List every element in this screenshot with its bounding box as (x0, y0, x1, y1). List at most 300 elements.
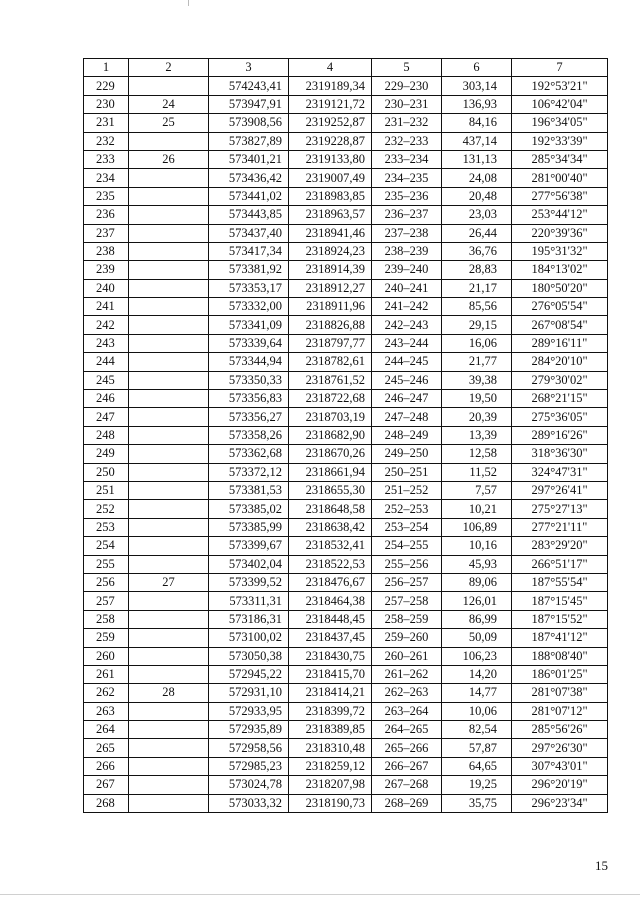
table-row (84, 684, 608, 702)
marker-cell (129, 224, 209, 242)
page-number: 15 (595, 858, 608, 873)
segment-cell: 232–233 (372, 132, 442, 150)
x-coordinate-cell: 573443,85 (209, 206, 289, 224)
table-row (84, 77, 608, 95)
bearing-cell: 307°43'01" (512, 757, 608, 775)
length-cell: 23,03 (442, 206, 512, 224)
point-number-cell: 242 (84, 316, 129, 334)
length-cell: 10,21 (442, 500, 512, 518)
x-coordinate-cell: 573033,32 (209, 794, 289, 812)
segment-cell: 237–238 (372, 224, 442, 242)
table-row (84, 481, 608, 499)
segment-cell: 249–250 (372, 445, 442, 463)
length-cell: 437,14 (442, 132, 512, 150)
y-coordinate-cell: 2318638,42 (289, 518, 372, 536)
length-cell: 10,06 (442, 702, 512, 720)
length-cell: 16,06 (442, 334, 512, 352)
bearing-cell: 253°44'12" (512, 206, 608, 224)
length-cell: 24,08 (442, 169, 512, 187)
point-number-cell: 249 (84, 445, 129, 463)
segment-cell: 233–234 (372, 150, 442, 168)
marker-cell (129, 316, 209, 334)
length-cell: 21,77 (442, 353, 512, 371)
x-coordinate-cell: 572933,95 (209, 702, 289, 720)
header-cell: 7 (512, 59, 608, 77)
bearing-cell: 220°39'36" (512, 224, 608, 242)
table-row (84, 316, 608, 334)
y-coordinate-cell: 2318259,12 (289, 757, 372, 775)
y-coordinate-cell: 2318464,38 (289, 592, 372, 610)
length-cell: 14,20 (442, 665, 512, 683)
x-coordinate-cell: 573050,38 (209, 647, 289, 665)
bearing-cell: 180°50'20" (512, 279, 608, 297)
y-coordinate-cell: 2318522,53 (289, 555, 372, 573)
table-row (84, 279, 608, 297)
length-cell: 19,25 (442, 776, 512, 794)
marker-cell (129, 242, 209, 260)
point-number-cell: 263 (84, 702, 129, 720)
segment-cell: 229–230 (372, 77, 442, 95)
table-row (84, 334, 608, 352)
table-row (84, 298, 608, 316)
y-coordinate-cell: 2318670,26 (289, 445, 372, 463)
point-number-cell: 237 (84, 224, 129, 242)
length-cell: 28,83 (442, 261, 512, 279)
x-coordinate-cell: 573441,02 (209, 187, 289, 205)
segment-cell: 252–253 (372, 500, 442, 518)
length-cell: 36,76 (442, 242, 512, 260)
segment-cell: 254–255 (372, 537, 442, 555)
length-cell: 64,65 (442, 757, 512, 775)
table-row (84, 390, 608, 408)
table-row (84, 426, 608, 444)
marker-cell (129, 445, 209, 463)
header-cell: 5 (372, 59, 442, 77)
segment-cell: 260–261 (372, 647, 442, 665)
x-coordinate-cell: 572931,10 (209, 684, 289, 702)
table-row (84, 371, 608, 389)
marker-cell (129, 132, 209, 150)
marker-cell (129, 426, 209, 444)
marker-cell (129, 261, 209, 279)
x-coordinate-cell: 573402,04 (209, 555, 289, 573)
marker-cell (129, 739, 209, 757)
segment-cell: 239–240 (372, 261, 442, 279)
point-number-cell: 251 (84, 481, 129, 499)
y-coordinate-cell: 2318448,45 (289, 610, 372, 628)
y-coordinate-cell: 2318782,61 (289, 353, 372, 371)
y-coordinate-cell: 2318532,41 (289, 537, 372, 555)
x-coordinate-cell: 573100,02 (209, 629, 289, 647)
marker-cell (129, 537, 209, 555)
table-row (84, 794, 608, 812)
marker-cell (129, 721, 209, 739)
point-number-cell: 247 (84, 408, 129, 426)
table-row (84, 169, 608, 187)
bearing-cell: 281°00'40" (512, 169, 608, 187)
segment-cell: 264–265 (372, 721, 442, 739)
point-number-cell: 253 (84, 518, 129, 536)
bearing-cell: 106°42'04" (512, 95, 608, 113)
y-coordinate-cell: 2318310,48 (289, 739, 372, 757)
segment-cell: 258–259 (372, 610, 442, 628)
segment-cell: 244–245 (372, 353, 442, 371)
point-number-cell: 244 (84, 353, 129, 371)
bearing-cell: 284°20'10" (512, 353, 608, 371)
segment-cell: 266–267 (372, 757, 442, 775)
length-cell: 10,16 (442, 537, 512, 555)
point-number-cell: 233 (84, 150, 129, 168)
bearing-cell: 266°51'17" (512, 555, 608, 573)
point-number-cell: 255 (84, 555, 129, 573)
y-coordinate-cell: 2318207,98 (289, 776, 372, 794)
length-cell: 136,93 (442, 95, 512, 113)
point-number-cell: 229 (84, 77, 129, 95)
point-number-cell: 258 (84, 610, 129, 628)
length-cell: 19,50 (442, 390, 512, 408)
segment-cell: 246–247 (372, 390, 442, 408)
bearing-cell: 184°13'02" (512, 261, 608, 279)
y-coordinate-cell: 2318983,85 (289, 187, 372, 205)
table-row (84, 261, 608, 279)
table-row (84, 518, 608, 536)
length-cell: 86,99 (442, 610, 512, 628)
header-cell: 3 (209, 59, 289, 77)
bearing-cell: 187°15'45" (512, 592, 608, 610)
length-cell: 303,14 (442, 77, 512, 95)
x-coordinate-cell: 574243,41 (209, 77, 289, 95)
segment-cell: 267–268 (372, 776, 442, 794)
length-cell: 11,52 (442, 463, 512, 481)
y-coordinate-cell: 2318430,75 (289, 647, 372, 665)
segment-cell: 243–244 (372, 334, 442, 352)
y-coordinate-cell: 2318437,45 (289, 629, 372, 647)
marker-cell (129, 500, 209, 518)
bearing-cell: 324°47'31" (512, 463, 608, 481)
x-coordinate-cell: 572945,22 (209, 665, 289, 683)
table-row (84, 592, 608, 610)
length-cell: 12,58 (442, 445, 512, 463)
y-coordinate-cell: 2318414,21 (289, 684, 372, 702)
bearing-cell: 277°56'38" (512, 187, 608, 205)
segment-cell: 235–236 (372, 187, 442, 205)
length-cell: 89,06 (442, 573, 512, 591)
length-cell: 21,17 (442, 279, 512, 297)
y-coordinate-cell: 2318826,88 (289, 316, 372, 334)
header-cell: 2 (129, 59, 209, 77)
length-cell: 20,39 (442, 408, 512, 426)
table-row (84, 150, 608, 168)
table-row (84, 500, 608, 518)
point-number-cell: 267 (84, 776, 129, 794)
y-coordinate-cell: 2318389,85 (289, 721, 372, 739)
point-number-cell: 264 (84, 721, 129, 739)
length-cell: 57,87 (442, 739, 512, 757)
point-number-cell: 268 (84, 794, 129, 812)
marker-cell (129, 187, 209, 205)
segment-cell: 259–260 (372, 629, 442, 647)
x-coordinate-cell: 573399,52 (209, 573, 289, 591)
segment-cell: 257–258 (372, 592, 442, 610)
segment-cell: 230–231 (372, 95, 442, 113)
point-number-cell: 236 (84, 206, 129, 224)
marker-cell (129, 518, 209, 536)
bearing-cell: 196°34'05" (512, 114, 608, 132)
bearing-cell: 276°05'54" (512, 298, 608, 316)
point-number-cell: 261 (84, 665, 129, 683)
marker-cell (129, 665, 209, 683)
bearing-cell: 187°15'52" (512, 610, 608, 628)
header-cell: 1 (84, 59, 129, 77)
x-coordinate-cell: 573372,12 (209, 463, 289, 481)
x-coordinate-cell: 573381,92 (209, 261, 289, 279)
table-row (84, 555, 608, 573)
length-cell: 39,38 (442, 371, 512, 389)
y-coordinate-cell: 2318761,52 (289, 371, 372, 389)
scan-artifact-tick (188, 0, 189, 6)
segment-cell: 265–266 (372, 739, 442, 757)
y-coordinate-cell: 2318190,73 (289, 794, 372, 812)
x-coordinate-cell: 573827,89 (209, 132, 289, 150)
table-row (84, 445, 608, 463)
length-cell: 131,13 (442, 150, 512, 168)
point-number-cell: 235 (84, 187, 129, 205)
marker-cell: 27 (129, 573, 209, 591)
y-coordinate-cell: 2318912,27 (289, 279, 372, 297)
length-cell: 50,09 (442, 629, 512, 647)
marker-cell (129, 279, 209, 297)
y-coordinate-cell: 2318682,90 (289, 426, 372, 444)
length-cell: 13,39 (442, 426, 512, 444)
point-number-cell: 265 (84, 739, 129, 757)
bearing-cell: 192°33'39" (512, 132, 608, 150)
table-row (84, 757, 608, 775)
x-coordinate-cell: 572935,89 (209, 721, 289, 739)
segment-cell: 262–263 (372, 684, 442, 702)
segment-cell: 251–252 (372, 481, 442, 499)
y-coordinate-cell: 2319228,87 (289, 132, 372, 150)
x-coordinate-cell: 572958,56 (209, 739, 289, 757)
x-coordinate-cell: 573350,33 (209, 371, 289, 389)
table-row (84, 647, 608, 665)
table-row (84, 187, 608, 205)
y-coordinate-cell: 2318661,94 (289, 463, 372, 481)
bearing-cell: 192°53'21" (512, 77, 608, 95)
y-coordinate-cell: 2319252,87 (289, 114, 372, 132)
segment-cell: 248–249 (372, 426, 442, 444)
x-coordinate-cell: 573186,31 (209, 610, 289, 628)
y-coordinate-cell: 2318648,58 (289, 500, 372, 518)
header-cell: 6 (442, 59, 512, 77)
marker-cell (129, 555, 209, 573)
x-coordinate-cell: 573332,00 (209, 298, 289, 316)
point-number-cell: 250 (84, 463, 129, 481)
point-number-cell: 241 (84, 298, 129, 316)
table-row (84, 95, 608, 113)
x-coordinate-cell: 572985,23 (209, 757, 289, 775)
marker-cell (129, 463, 209, 481)
x-coordinate-cell: 573353,17 (209, 279, 289, 297)
segment-cell: 231–232 (372, 114, 442, 132)
bearing-cell: 281°07'38" (512, 684, 608, 702)
segment-cell: 242–243 (372, 316, 442, 334)
y-coordinate-cell: 2318722,68 (289, 390, 372, 408)
header-cell: 4 (289, 59, 372, 77)
marker-cell: 25 (129, 114, 209, 132)
point-number-cell: 259 (84, 629, 129, 647)
y-coordinate-cell: 2318911,96 (289, 298, 372, 316)
point-number-cell: 234 (84, 169, 129, 187)
length-cell: 85,56 (442, 298, 512, 316)
marker-cell (129, 481, 209, 499)
length-cell: 106,23 (442, 647, 512, 665)
bearing-cell: 275°36'05" (512, 408, 608, 426)
bearing-cell: 188°08'40" (512, 647, 608, 665)
bearing-cell: 296°20'19" (512, 776, 608, 794)
marker-cell (129, 629, 209, 647)
y-coordinate-cell: 2319121,72 (289, 95, 372, 113)
point-number-cell: 245 (84, 371, 129, 389)
x-coordinate-cell: 573417,34 (209, 242, 289, 260)
length-cell: 20,48 (442, 187, 512, 205)
length-cell: 126,01 (442, 592, 512, 610)
point-number-cell: 232 (84, 132, 129, 150)
x-coordinate-cell: 573385,99 (209, 518, 289, 536)
y-coordinate-cell: 2318415,70 (289, 665, 372, 683)
x-coordinate-cell: 573358,26 (209, 426, 289, 444)
bearing-cell: 297°26'30" (512, 739, 608, 757)
marker-cell (129, 169, 209, 187)
bearing-cell: 289°16'11" (512, 334, 608, 352)
marker-cell (129, 647, 209, 665)
x-coordinate-cell: 573908,56 (209, 114, 289, 132)
bearing-cell: 296°23'34" (512, 794, 608, 812)
x-coordinate-cell: 573356,27 (209, 408, 289, 426)
x-coordinate-cell: 573339,64 (209, 334, 289, 352)
y-coordinate-cell: 2319133,80 (289, 150, 372, 168)
y-coordinate-cell: 2318399,72 (289, 702, 372, 720)
point-number-cell: 257 (84, 592, 129, 610)
bearing-cell: 195°31'32" (512, 242, 608, 260)
table-row (84, 665, 608, 683)
table-row (84, 353, 608, 371)
length-cell: 7,57 (442, 481, 512, 499)
table-row (84, 537, 608, 555)
marker-cell (129, 206, 209, 224)
table-row (84, 776, 608, 794)
bearing-cell: 187°41'12" (512, 629, 608, 647)
table-row (84, 242, 608, 260)
segment-cell: 263–264 (372, 702, 442, 720)
point-number-cell: 248 (84, 426, 129, 444)
bearing-cell: 318°36'30" (512, 445, 608, 463)
point-number-cell: 230 (84, 95, 129, 113)
y-coordinate-cell: 2319007,49 (289, 169, 372, 187)
bearing-cell: 289°16'26" (512, 426, 608, 444)
y-coordinate-cell: 2318963,57 (289, 206, 372, 224)
length-cell: 26,44 (442, 224, 512, 242)
point-number-cell: 262 (84, 684, 129, 702)
x-coordinate-cell: 573401,21 (209, 150, 289, 168)
bearing-cell: 279°30'02" (512, 371, 608, 389)
x-coordinate-cell: 573385,02 (209, 500, 289, 518)
segment-cell: 255–256 (372, 555, 442, 573)
y-coordinate-cell: 2318797,77 (289, 334, 372, 352)
bearing-cell: 285°56'26" (512, 721, 608, 739)
point-number-cell: 239 (84, 261, 129, 279)
length-cell: 82,54 (442, 721, 512, 739)
segment-cell: 241–242 (372, 298, 442, 316)
y-coordinate-cell: 2318655,30 (289, 481, 372, 499)
bearing-cell: 275°27'13" (512, 500, 608, 518)
y-coordinate-cell: 2318703,19 (289, 408, 372, 426)
marker-cell (129, 408, 209, 426)
bearing-cell: 268°21'15" (512, 390, 608, 408)
bearing-cell: 186°01'25" (512, 665, 608, 683)
point-number-cell: 246 (84, 390, 129, 408)
marker-cell: 26 (129, 150, 209, 168)
marker-cell (129, 610, 209, 628)
marker-cell (129, 776, 209, 794)
point-number-cell: 266 (84, 757, 129, 775)
length-cell: 35,75 (442, 794, 512, 812)
coordinates-table (83, 58, 608, 813)
x-coordinate-cell: 573947,91 (209, 95, 289, 113)
segment-cell: 256–257 (372, 573, 442, 591)
x-coordinate-cell: 573024,78 (209, 776, 289, 794)
length-cell: 106,89 (442, 518, 512, 536)
x-coordinate-cell: 573436,42 (209, 169, 289, 187)
table-body (84, 77, 608, 813)
x-coordinate-cell: 573381,53 (209, 481, 289, 499)
y-coordinate-cell: 2318476,67 (289, 573, 372, 591)
marker-cell (129, 702, 209, 720)
length-cell: 45,93 (442, 555, 512, 573)
point-number-cell: 231 (84, 114, 129, 132)
segment-cell: 245–246 (372, 371, 442, 389)
table-row (84, 224, 608, 242)
table-row (84, 206, 608, 224)
y-coordinate-cell: 2319189,34 (289, 77, 372, 95)
point-number-cell: 252 (84, 500, 129, 518)
segment-cell: 236–237 (372, 206, 442, 224)
x-coordinate-cell: 573341,09 (209, 316, 289, 334)
table-header-row (84, 59, 608, 77)
point-number-cell: 254 (84, 537, 129, 555)
marker-cell: 24 (129, 95, 209, 113)
x-coordinate-cell: 573356,83 (209, 390, 289, 408)
point-number-cell: 256 (84, 573, 129, 591)
segment-cell: 250–251 (372, 463, 442, 481)
table-row (84, 408, 608, 426)
segment-cell: 247–248 (372, 408, 442, 426)
marker-cell (129, 592, 209, 610)
segment-cell: 253–254 (372, 518, 442, 536)
y-coordinate-cell: 2318941,46 (289, 224, 372, 242)
segment-cell: 268–269 (372, 794, 442, 812)
segment-cell: 261–262 (372, 665, 442, 683)
point-number-cell: 243 (84, 334, 129, 352)
table-row (84, 573, 608, 591)
x-coordinate-cell: 573344,94 (209, 353, 289, 371)
marker-cell (129, 794, 209, 812)
marker-cell (129, 371, 209, 389)
bearing-cell: 285°34'34" (512, 150, 608, 168)
x-coordinate-cell: 573399,67 (209, 537, 289, 555)
point-number-cell: 260 (84, 647, 129, 665)
x-coordinate-cell: 573362,68 (209, 445, 289, 463)
x-coordinate-cell: 573437,40 (209, 224, 289, 242)
